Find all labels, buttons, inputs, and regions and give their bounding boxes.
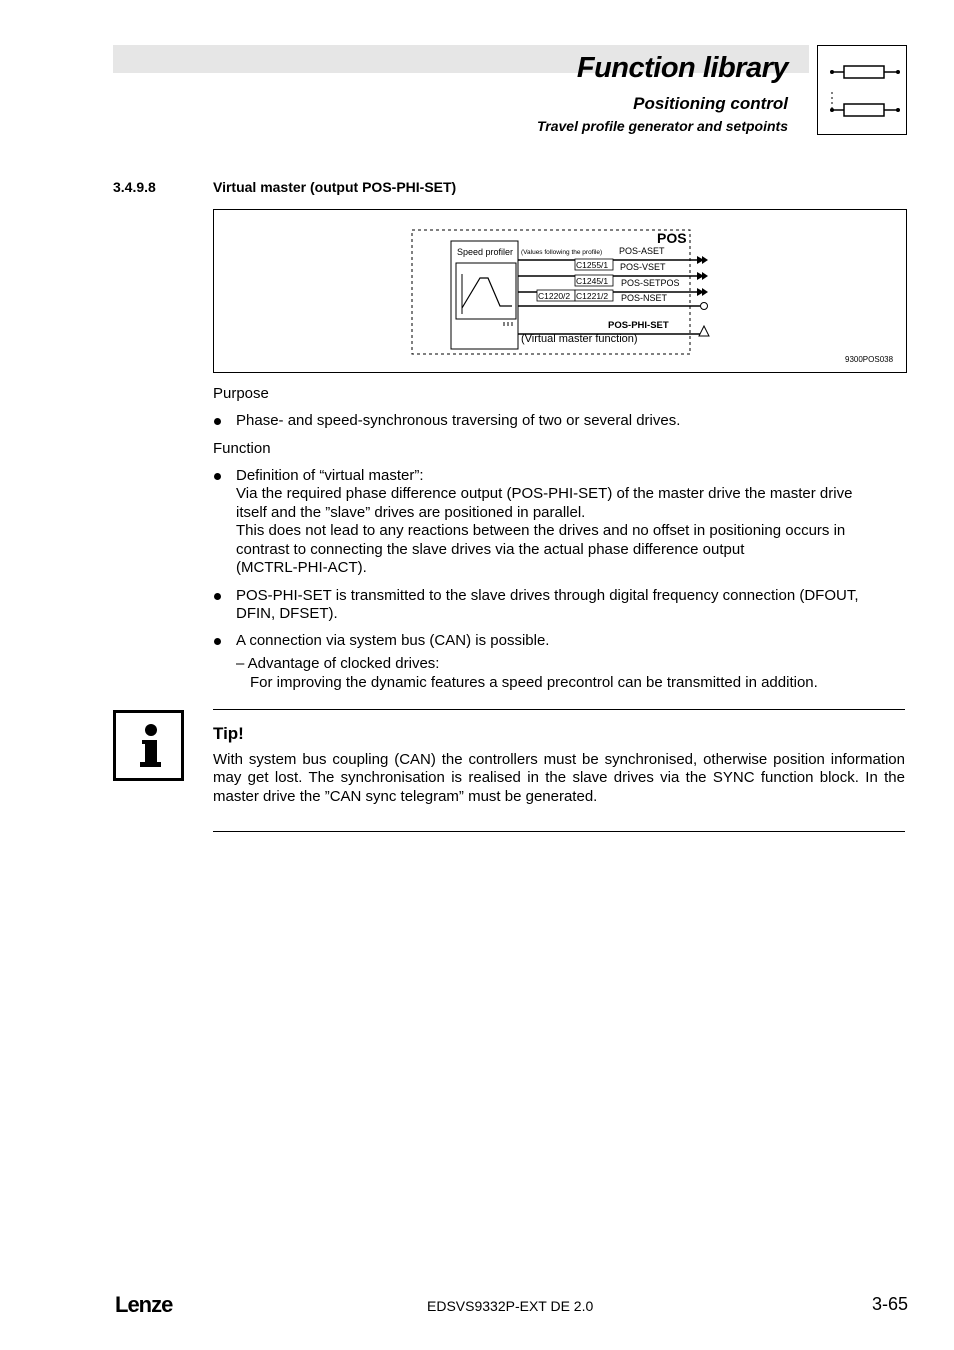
code-c1221-2: C1221/2	[576, 291, 609, 301]
tip-title: Tip!	[213, 724, 244, 743]
code-c1245-1: C1245/1	[576, 276, 609, 286]
terminal-triangle-icon	[699, 326, 709, 336]
document-id: EDSVS9332P-EXT DE 2.0	[427, 1298, 594, 1314]
tip-text: With system bus coupling (CAN) the controllers must be synchronised, otherwise position information may get lost. The synchronisation is realised in the slave drives via the SYNC function block. In the master drive the ”CAN sync telegram” must be generated.	[213, 751, 905, 805]
section-title: Virtual master (output POS-PHI-SET)	[213, 179, 457, 195]
purpose-heading: Purpose	[213, 385, 269, 402]
code-c1255-1: C1255/1	[576, 260, 609, 270]
output-pos-setpos: POS-SETPOS	[621, 278, 680, 288]
tip-top-rule	[213, 709, 905, 710]
function-subitem-line-2: For improving the dynamic features a speed precontrol can be transmitted in addition.	[250, 674, 818, 691]
pos-block-label: POS	[657, 230, 687, 246]
speed-profiler-box	[451, 241, 518, 349]
function-bullet-3: A connection via system bus (CAN) is possible.	[236, 632, 550, 649]
speed-profiler-label: Speed profiler	[457, 247, 514, 257]
virtual-master-function-label: (Virtual master function)	[521, 333, 638, 345]
figure-id: 9300POS038	[845, 355, 894, 364]
code-c1220-2: C1220/2	[538, 291, 571, 301]
lenze-logo: Lenze	[115, 1292, 173, 1317]
page-number: 3-65	[871, 1294, 908, 1314]
function-block-diagram	[213, 209, 907, 373]
info-icon	[113, 710, 184, 781]
bullet-dot	[214, 638, 221, 645]
bullet-dot	[214, 418, 221, 425]
function-subitem-line-1: – Advantage of clocked drives:	[236, 655, 440, 672]
function-bullet-2: POS-PHI-SET is transmitted to the slave drives through digital frequency connection (DFOUT, DFIN, DFSET).	[236, 587, 859, 623]
output-pos-aset: POS-ASET	[619, 246, 665, 256]
output-pos-phi-set: POS-PHI-SET	[608, 320, 669, 331]
bullet-dot	[214, 593, 221, 600]
function-block-icon	[817, 45, 907, 135]
bullet-dot	[214, 473, 221, 480]
page-title: Function library	[576, 52, 788, 84]
page-subtitle: Positioning control	[633, 94, 788, 113]
purpose-bullet-1: Phase- and speed-synchronous traversing of two or several drives.	[236, 412, 681, 429]
tip-bottom-rule	[213, 831, 905, 832]
terminal-circle-icon	[701, 303, 708, 310]
function-heading: Function	[213, 440, 271, 457]
page-subsubtitle: Travel profile generator and setpoints	[536, 118, 788, 134]
section-number: 3.4.9.8	[113, 179, 156, 195]
output-pos-nset: POS-NSET	[621, 293, 668, 303]
output-pos-vset: POS-VSET	[620, 262, 666, 272]
values-note: (Values following the profile)	[521, 249, 603, 256]
function-bullet-1: Definition of “virtual master”: Via the required phase difference output (POS-PHI-SET) of the master drive the master drive itself and the ”slave” drives are positioned in parallel. This does not lead to any reactions between the drives and no offset in positioning occurs in contrast to connecting the slave drives via the actual phase difference output (MCTRL-PHI-ACT).	[236, 467, 853, 577]
